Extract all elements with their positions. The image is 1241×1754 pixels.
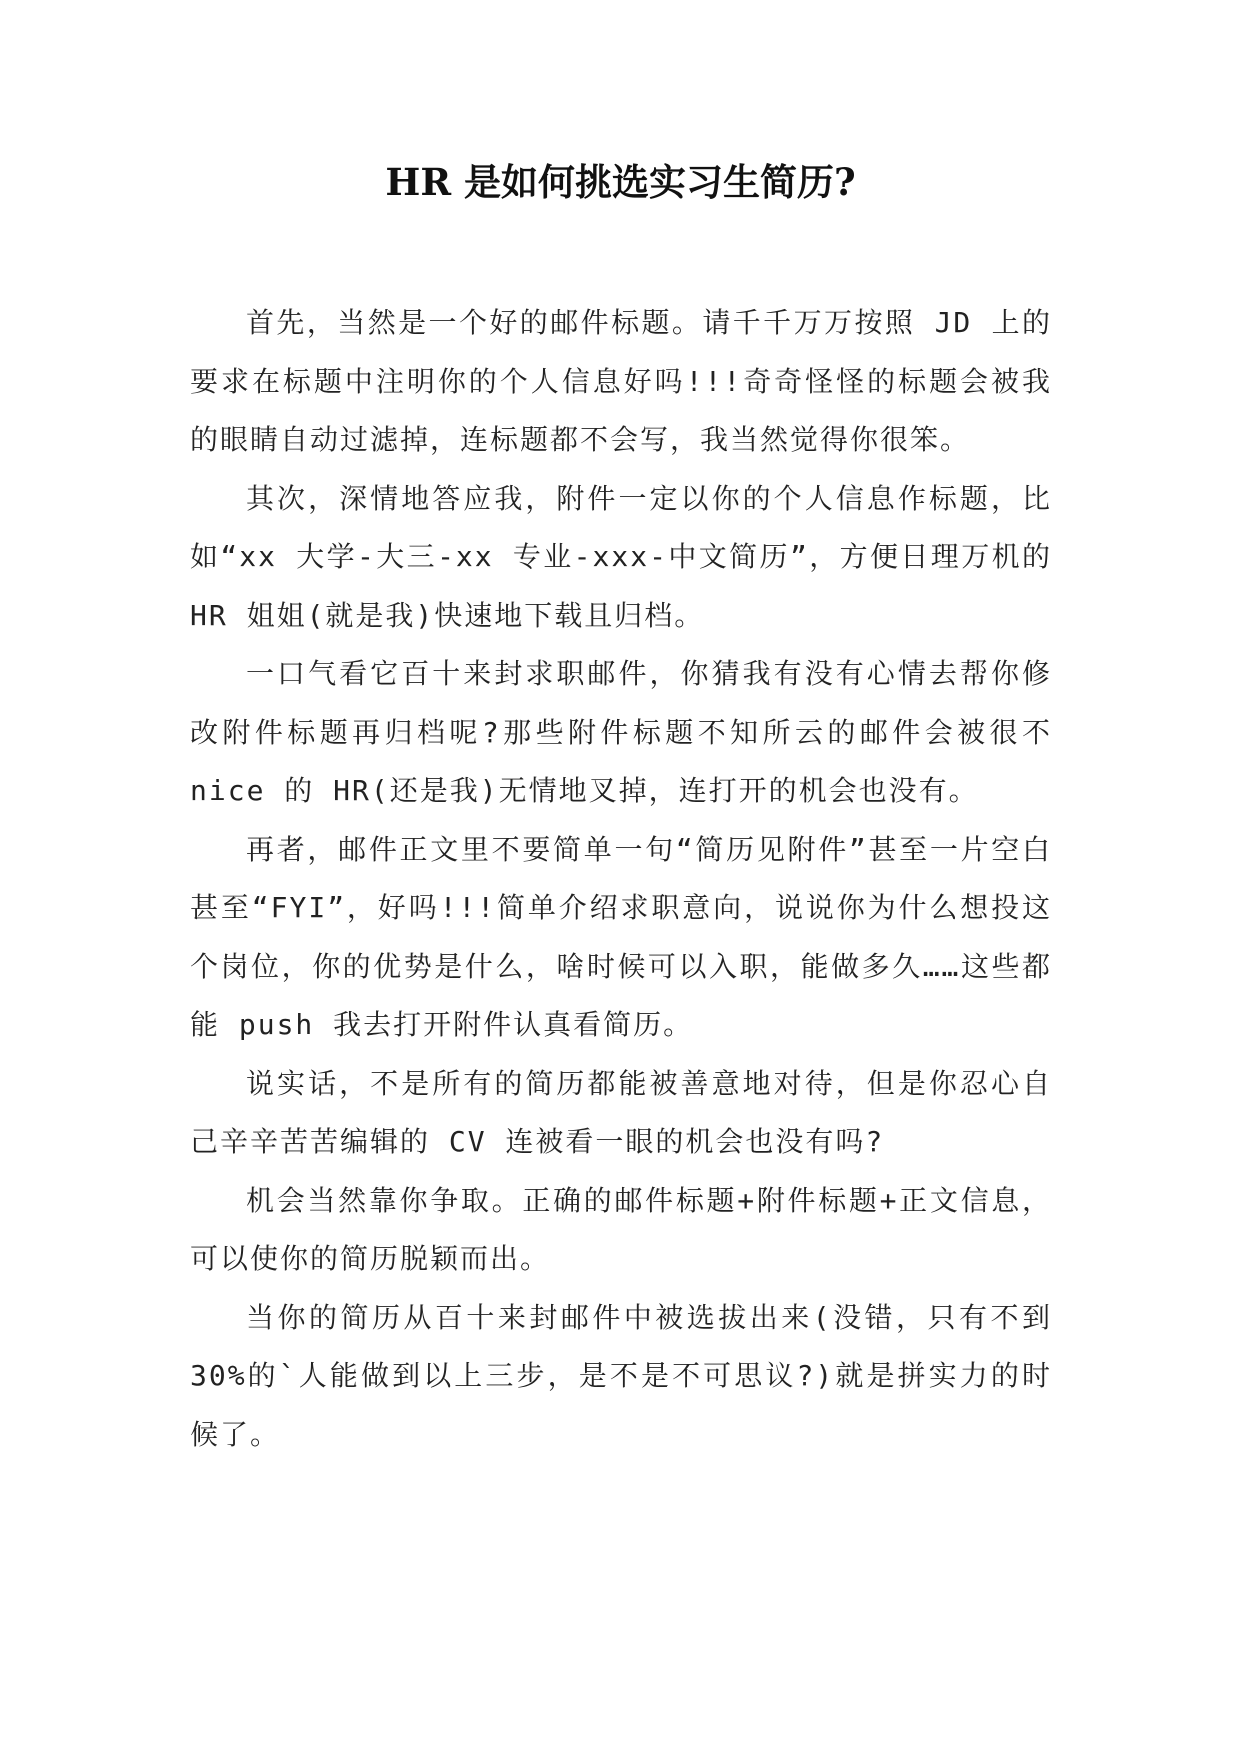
- paragraph-honesty: 说实话，不是所有的简历都能被善意地对待，但是你忍心自己辛辛苦苦编辑的 CV 连被看一眼的机会也没有吗?: [190, 1066, 1052, 1158]
- paragraph-email-subject: 首先，当然是一个好的邮件标题。请千千万万按照 JD 上的要求在标题中注明你的个人信息好吗!!!奇奇怪怪的标题会被我的眼睛自动过滤掉，连标题都不会写，我当然觉得你很笨。: [190, 306, 1052, 456]
- paragraph-email-body: 再者，邮件正文里不要简单一句“简历见附件”甚至一片空白甚至“FYI”，好吗!!!简单介绍求职意向，说说你为什么想投这个岗位，你的优势是什么，啥时候可以入职，能做多久……这些都能 push 我去打开附件认真看简历。: [190, 832, 1052, 1041]
- paragraph-selection: 当你的简历从百十来封邮件中被选拔出来(没错，只有不到 30%的`人能做到以上三步，是不是不可思议?)就是拼实力的时候了。: [190, 1300, 1052, 1451]
- document-body: [190, 294, 1052, 1464]
- paragraph-attachment-title: 一口气看它百十来封求职邮件，你猜我有没有心情去帮你修改附件标题再归档呢?那些附件标题不知所云的邮件会被很不 nice 的 HR(还是我)无情地叉掉，连打开的机会也没有。: [190, 657, 1052, 807]
- paragraph-opportunity: 机会当然靠你争取。正确的邮件标题+附件标题+正文信息，可以使你的简历脱颖而出。: [190, 1183, 1052, 1275]
- document-title: HR 是如何挑选实习生简历?: [385, 160, 856, 204]
- paragraph-attachment-name: 其次，深情地答应我，附件一定以你的个人信息作标题，比如“xx 大学-大三-xx 专业-xxx-中文简历”，方便日理万机的 HR 姐姐(就是我)快速地下载且归档。: [190, 481, 1052, 632]
